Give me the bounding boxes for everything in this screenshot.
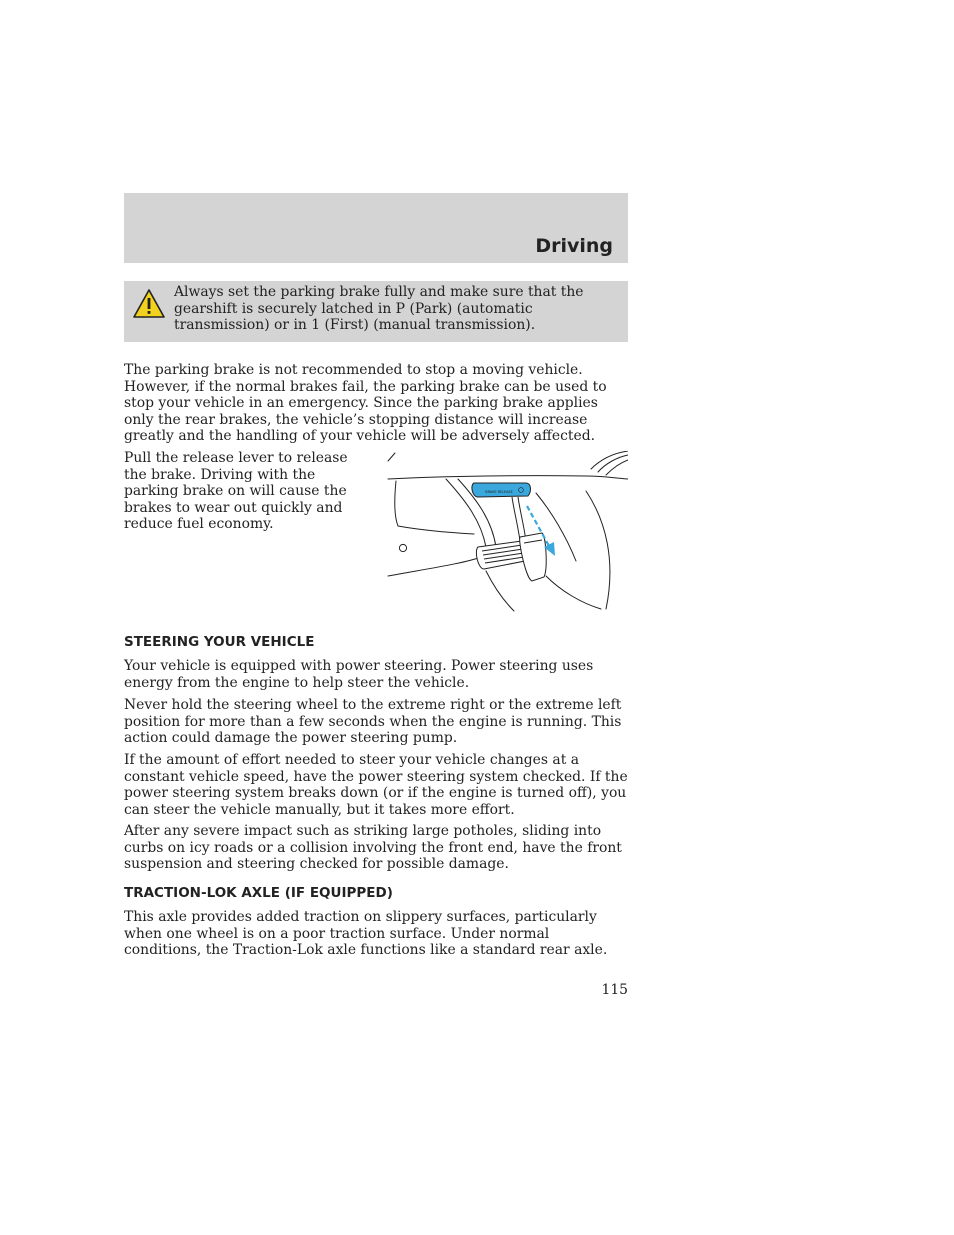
brake-release-lever — [472, 483, 531, 541]
steering-paragraph-1: Your vehicle is equipped with power steering. Power steering uses energy from the engine to help steer the vehicle. — [124, 658, 594, 691]
page-number: 115 — [601, 982, 628, 998]
figure-screw — [399, 544, 406, 551]
steering-heading: STEERING YOUR VEHICLE — [124, 634, 315, 650]
steering-paragraph-3: If the amount of effort needed to steer your vehicle changes at a constant vehicle speed, have the power steering system checked. If the power steering system breaks down (or if the engine is turned off), you can steer the vehicle manually, but it takes more effort. — [124, 752, 628, 818]
warning-triangle-icon — [132, 288, 166, 320]
parking-brake-pedal — [520, 533, 546, 581]
figure-pointer-mark — [388, 453, 395, 461]
traction-lok-paragraph: This axle provides added traction on slippery surfaces, particularly when one wheel is on a poor traction surface. Under normal conditions, the Traction-Lok axle functions like a standard rear axle. — [124, 909, 608, 958]
traction-lok-heading: TRACTION-LOK AXLE (IF EQUIPPED) — [124, 885, 393, 901]
steering-paragraph-4: After any severe impact such as striking large potholes, sliding into curbs on icy roads or a collision involving the front end, have the front suspension and steering checked for possible damage. — [124, 823, 622, 872]
section-header-band — [124, 193, 628, 263]
parking-brake-release-figure — [386, 451, 628, 614]
section-title: Driving — [535, 235, 613, 257]
lever-label: BRAKE RELEASE — [485, 490, 513, 494]
warning-text: Always set the parking brake fully and make sure that the gearshift is securely latched in P (Park) (automatic transmission) or in 1 (First) (manual transmission). — [174, 284, 584, 333]
release-brake-paragraph: Pull the release lever to release the brake. Driving with the parking brake on will cause the brakes to wear out quickly and reduce fuel economy. — [124, 450, 348, 532]
steering-paragraph-2: Never hold the steering wheel to the extreme right or the extreme left position for more than a few seconds when the engine is running. This action could damage the power steering pump. — [124, 697, 622, 746]
parking-brake-paragraph: The parking brake is not recommended to stop a moving vehicle. However, if the normal brakes fail, the parking brake can be used to stop your vehicle in an emergency. Since the parking brake applies only the rear brakes, the vehicle’s stopping distance will increase greatly and the handling of your vehicle will be adversely affected. — [124, 362, 607, 444]
warning-box — [124, 281, 628, 342]
